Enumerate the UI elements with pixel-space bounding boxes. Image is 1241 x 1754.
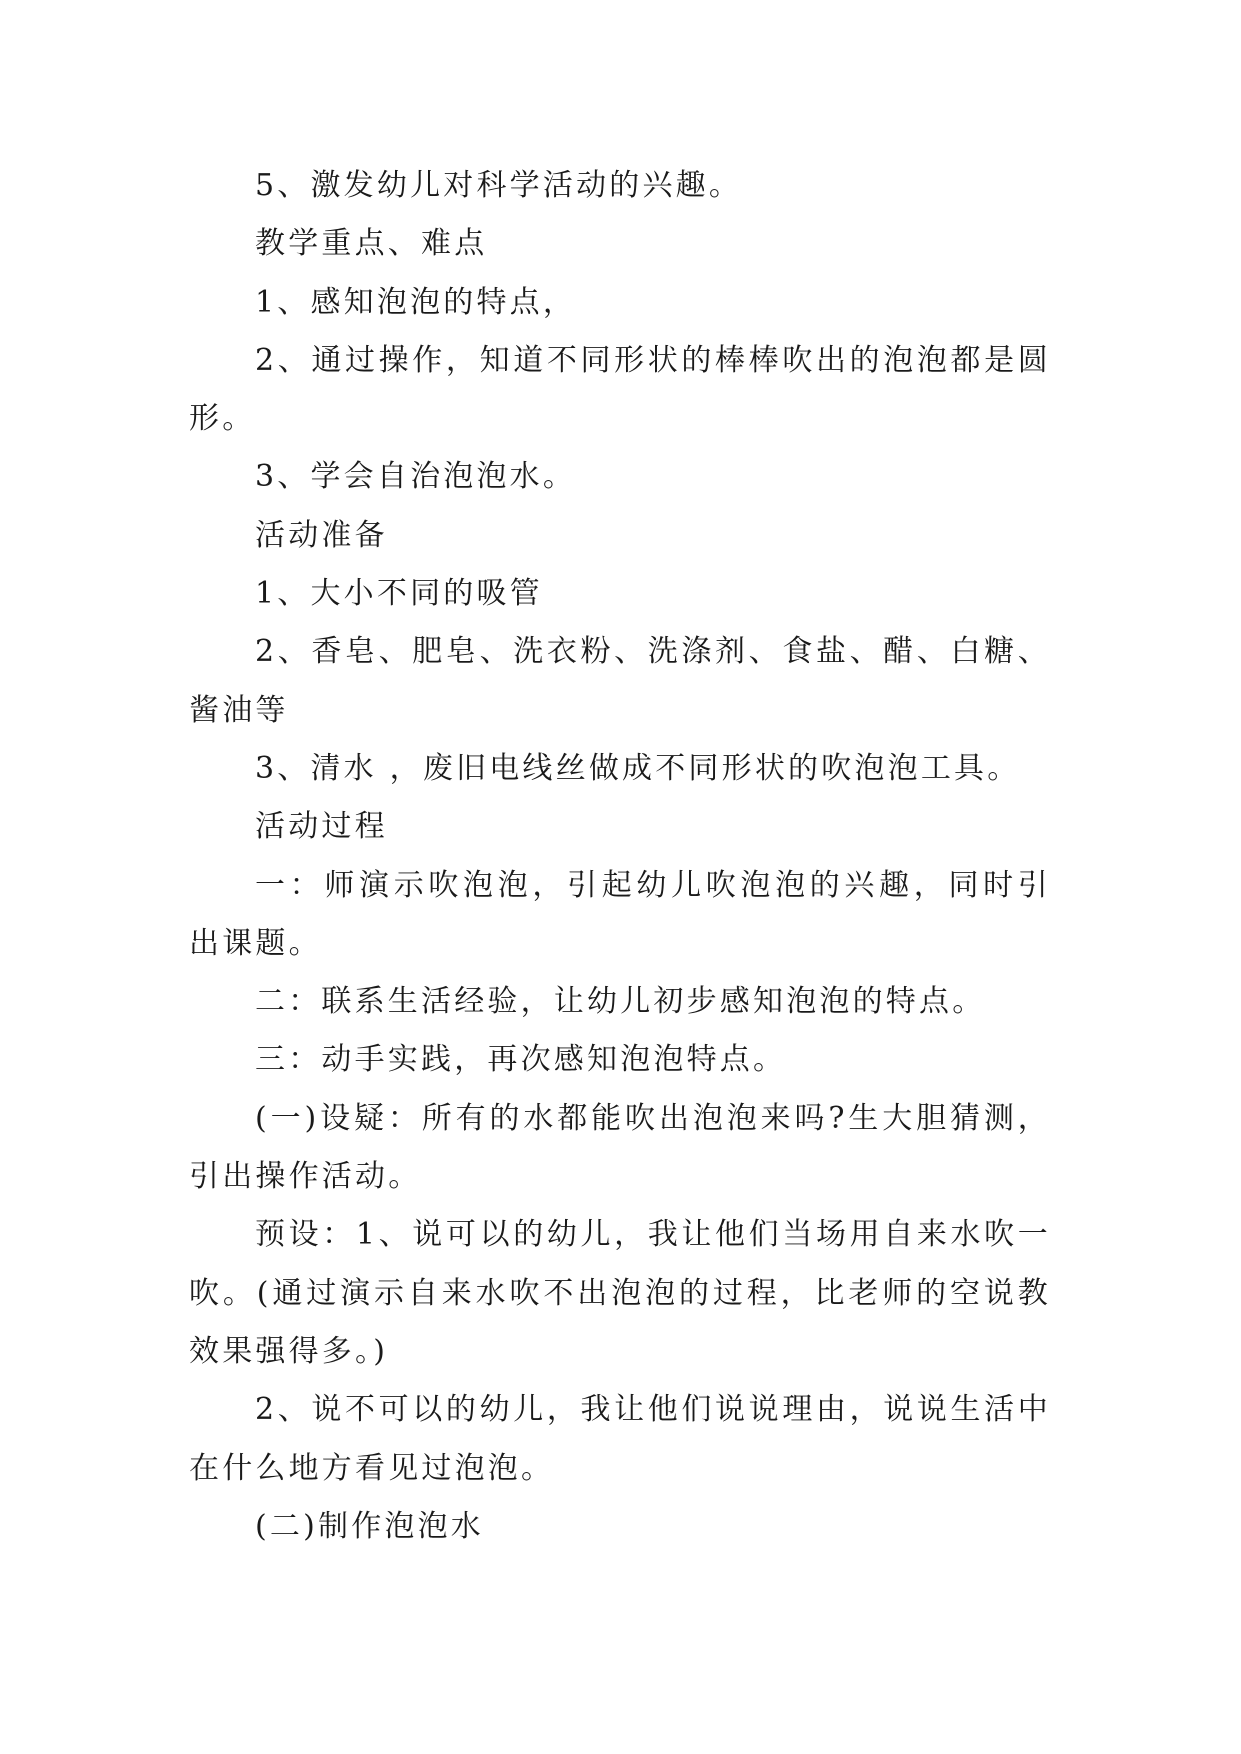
paragraph-process-step-2: 二：联系生活经验，让幼儿初步感知泡泡的特点。	[255, 984, 986, 1020]
paragraph-goal-5: 5、激发幼儿对科学活动的兴趣。	[255, 168, 743, 203]
section-heading-process: 活动过程	[255, 809, 388, 845]
document-body	[189, 157, 1051, 1556]
paragraph-preparation-2: 2、香皂、肥皂、洗衣粉、洗涤剂、食盐、醋、白糖、酱油等	[189, 634, 1051, 728]
paragraph-key-point-1: 1、感知泡泡的特点，	[255, 284, 577, 320]
section-heading-preparation: 活动准备	[255, 517, 388, 553]
section-heading-key-points: 教学重点、难点	[255, 226, 488, 262]
paragraph-key-point-2: 2、通过操作，知道不同形状的棒棒吹出的泡泡都是圆形。	[189, 342, 1051, 437]
paragraph-process-step-3: 三：动手实践，再次感知泡泡特点。	[255, 1042, 787, 1078]
paragraph-preset-2: 2、说不可以的幼儿，我让他们说说理由，说说生活中在什么地方看见过泡泡。	[189, 1392, 1051, 1486]
paragraph-preparation-1: 1、大小不同的吸管	[255, 576, 543, 612]
paragraph-sub-step-2: (二)制作泡泡水	[255, 1508, 485, 1544]
paragraph-sub-step-1: (一)设疑：所有的水都能吹出泡泡来吗?生大胆猜测，引出操作活动。	[189, 1100, 1051, 1195]
paragraph-key-point-3: 3、学会自治泡泡水。	[255, 459, 577, 495]
paragraph-preparation-3: 3、清水 ，废旧电线丝做成不同形状的吹泡泡工具。	[255, 750, 1021, 786]
paragraph-process-step-1: 一：师演示吹泡泡，引起幼儿吹泡泡的兴趣，同时引出课题。	[189, 867, 1051, 961]
paragraph-preset-1: 预设：1、说可以的幼儿，我让他们当场用自来水吹一吹。(通过演示自来水吹不出泡泡的过程，比老师的空说教效果强得多。)	[189, 1217, 1051, 1369]
